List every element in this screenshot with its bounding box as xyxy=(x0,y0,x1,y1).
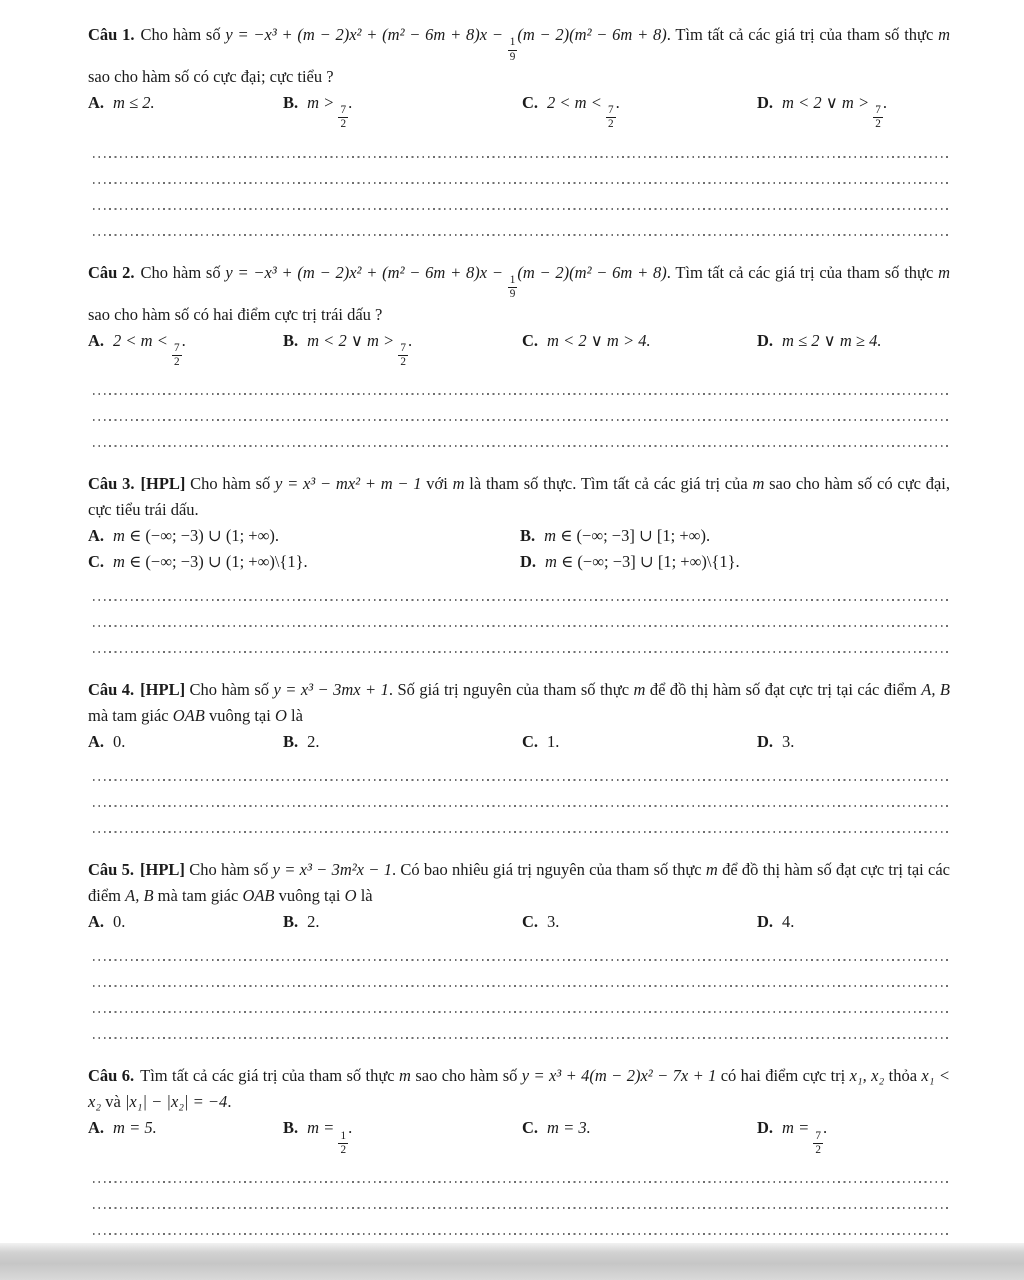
fraction xyxy=(813,1130,823,1157)
text-segment: x₁ < x₂ xyxy=(88,1066,950,1112)
question-4-option-d xyxy=(757,729,950,755)
option-letter: D. xyxy=(757,330,774,350)
text-segment: Cho hàm số xyxy=(140,25,226,44)
text-segment: (m − 2)(m² − 6m + 8) xyxy=(517,262,667,282)
option-text xyxy=(547,912,559,931)
dotted-answer-line xyxy=(93,779,948,781)
text-segment: 0. xyxy=(113,912,126,932)
option-text xyxy=(782,732,794,751)
fraction-numerator: 7 xyxy=(873,104,883,118)
text-segment: mà tam giác xyxy=(153,886,243,906)
option-letter: B. xyxy=(283,92,299,112)
question-2-options xyxy=(88,328,950,370)
option-letter: D. xyxy=(757,92,774,112)
text-segment: m = 5. xyxy=(113,1118,157,1138)
question-4-option-b xyxy=(283,729,522,755)
text-segment: ∈ (−∞; −3) ∪ (1; +∞). xyxy=(124,526,279,546)
text-segment: m = 3. xyxy=(547,1118,591,1138)
option-text xyxy=(782,1118,828,1156)
option-text xyxy=(113,330,186,369)
option-letter: C. xyxy=(88,552,105,572)
question-3-options xyxy=(88,523,950,575)
dotted-answer-line xyxy=(93,599,948,601)
fraction xyxy=(606,104,616,131)
text-segment: vuông tại xyxy=(204,706,275,726)
option-letter: B. xyxy=(283,330,299,350)
text-segment: 2. xyxy=(307,912,320,932)
text-segment: m ≤ 2. xyxy=(113,92,155,112)
option-letter: B. xyxy=(520,526,536,546)
text-segment: y = −x³ + (m − 2)x² + (m² − 6m + 8)x − xyxy=(225,25,508,44)
question-1-text xyxy=(88,25,950,86)
option-text xyxy=(307,1118,353,1156)
page-edge-shadow xyxy=(0,1243,1024,1280)
fraction xyxy=(338,104,348,131)
question-2-option-b xyxy=(283,328,522,370)
text-segment: y = x³ − mx² + m − 1 xyxy=(275,474,422,494)
option-letter: D. xyxy=(757,1118,774,1138)
text-segment: . Có bao nhiêu giá trị nguyên của tham số thực xyxy=(391,860,706,880)
fraction-denominator: 2 xyxy=(173,356,180,369)
text-segment: sao cho hàm số có cực đại; cực tiểu ? xyxy=(88,66,334,86)
text-segment: y = −x³ + (m − 2)x² + (m² − 6m + 8)x − xyxy=(225,262,508,282)
question-3-text xyxy=(88,474,950,519)
fraction-denominator: 9 xyxy=(509,288,516,301)
text-segment: mà tam giác xyxy=(88,706,173,726)
option-text xyxy=(782,92,887,131)
option-letter: D. xyxy=(757,912,774,932)
fraction xyxy=(508,274,518,301)
question-5-option-b xyxy=(283,909,522,935)
question-3-label: Câu 3. xyxy=(88,474,135,494)
option-text xyxy=(113,552,308,571)
text-segment: y = x³ − 3mx + 1 xyxy=(273,680,389,700)
text-segment: A, B xyxy=(921,680,950,700)
question-2-option-a xyxy=(88,328,283,370)
dotted-answer-line xyxy=(93,419,948,421)
question-6-stem xyxy=(88,1063,950,1115)
text-segment: ∈ (−∞; −3) ∪ (1; +∞)\{1}. xyxy=(124,552,308,572)
question-5-options xyxy=(88,909,950,935)
question-6-option-c xyxy=(522,1115,757,1157)
option-letter: B. xyxy=(283,1118,299,1138)
question-5-text xyxy=(88,860,950,905)
option-letter: B. xyxy=(283,912,299,932)
question-2-answer-lines xyxy=(88,393,950,447)
text-segment: sao cho hàm số xyxy=(410,1066,522,1086)
option-text xyxy=(113,526,279,545)
text-segment: . xyxy=(348,1118,353,1138)
question-1 xyxy=(88,22,950,236)
text-segment: m xyxy=(113,526,125,546)
text-segment: Tìm tất cả các giá trị của tham số thực xyxy=(140,1066,400,1086)
question-3-option-b xyxy=(520,523,950,549)
question-4 xyxy=(88,677,950,833)
question-4-options xyxy=(88,729,950,755)
text-segment: x₁, x₂ xyxy=(849,1066,885,1086)
text-segment: . Số giá trị nguyên của tham số thực xyxy=(388,680,634,700)
text-segment: m < 2 ∨ m > 4. xyxy=(547,330,651,350)
dotted-answer-line xyxy=(93,1011,948,1013)
fraction-denominator: 2 xyxy=(340,1143,347,1156)
text-segment: Cho hàm số xyxy=(189,860,273,880)
fraction xyxy=(338,1130,348,1157)
question-4-text xyxy=(88,680,950,725)
question-1-stem xyxy=(88,22,950,90)
text-segment: . xyxy=(882,92,887,112)
text-segment: 1. xyxy=(547,732,560,752)
text-segment: m xyxy=(938,262,950,282)
text-segment: [HPL] xyxy=(140,680,190,700)
text-segment: (m − 2)(m² − 6m + 8) xyxy=(517,25,667,44)
option-text xyxy=(547,92,620,131)
fraction-denominator: 2 xyxy=(400,356,406,369)
option-text xyxy=(547,732,559,751)
fraction-denominator: 2 xyxy=(875,118,881,131)
dotted-answer-line xyxy=(93,651,948,653)
question-1-answer-lines xyxy=(88,156,950,236)
text-segment: thỏa xyxy=(884,1066,922,1086)
text-segment: để đồ thị hàm số đạt cực trị tại các điểm xyxy=(88,860,951,906)
option-text xyxy=(547,1118,591,1137)
option-letter: A. xyxy=(88,1118,105,1138)
question-6-option-a xyxy=(88,1115,283,1157)
text-segment: m xyxy=(544,526,557,546)
text-segment: m xyxy=(938,25,950,44)
question-3-option-d xyxy=(520,549,950,575)
question-5-option-d xyxy=(757,909,950,935)
text-segment: sao cho hàm số có cực đại, cực tiểu trái dấu. xyxy=(88,474,951,520)
text-segment: 3. xyxy=(547,912,560,932)
question-5-answer-lines xyxy=(88,959,950,1039)
text-segment: A, B xyxy=(125,886,154,906)
text-segment: . xyxy=(822,1118,828,1138)
text-segment: có hai điểm cực trị xyxy=(716,1066,850,1086)
question-2-option-d xyxy=(757,328,950,370)
question-5-option-a xyxy=(88,909,283,935)
question-4-label: Câu 4. xyxy=(88,680,135,700)
question-6-label: Câu 6. xyxy=(88,1066,135,1086)
option-text xyxy=(113,912,125,931)
text-segment: O xyxy=(274,706,287,726)
option-text xyxy=(113,93,155,112)
text-segment: với xyxy=(421,474,453,494)
dotted-answer-line xyxy=(93,985,948,987)
option-text xyxy=(782,912,794,931)
fraction xyxy=(873,104,883,131)
fraction-numerator: 7 xyxy=(813,1130,823,1144)
option-text xyxy=(307,732,319,751)
text-segment: . Tìm tất cả các giá trị của tham số thực xyxy=(666,262,939,282)
text-segment: Cho hàm số xyxy=(190,474,276,494)
option-letter: B. xyxy=(283,732,299,752)
question-4-option-c xyxy=(522,729,757,755)
question-5-label: Câu 5. xyxy=(88,860,134,880)
dotted-answer-line xyxy=(93,831,948,833)
question-5-option-c xyxy=(522,909,757,935)
text-segment: sao cho hàm số có hai điểm cực trị trái dấu ? xyxy=(88,304,383,324)
question-4-answer-lines xyxy=(88,779,950,833)
question-3-answer-lines xyxy=(88,599,950,653)
text-segment: là xyxy=(286,706,303,726)
text-segment: ∈ (−∞; −3] ∪ [1; +∞)\{1}. xyxy=(556,552,740,572)
option-letter: C. xyxy=(522,330,539,350)
dotted-answer-line xyxy=(93,393,948,395)
question-2-label: Câu 2. xyxy=(88,262,135,282)
fraction-numerator: 1 xyxy=(508,36,518,50)
text-segment: 4. xyxy=(782,912,795,932)
option-letter: D. xyxy=(757,732,774,752)
fraction-numerator: 7 xyxy=(398,342,408,356)
text-segment: O xyxy=(344,886,357,906)
question-6-text xyxy=(88,1066,950,1111)
text-segment: 3. xyxy=(782,732,795,752)
question-2-option-c xyxy=(522,328,757,370)
text-segment: Cho hàm số xyxy=(140,262,226,282)
fraction xyxy=(508,36,518,63)
question-3-option-c xyxy=(88,549,520,575)
question-3-stem xyxy=(88,471,950,523)
text-segment: . Tìm tất cả các giá trị của tham số thực xyxy=(666,25,939,44)
option-text xyxy=(307,912,319,931)
text-segment: m xyxy=(399,1066,411,1086)
text-segment: m xyxy=(633,680,646,700)
question-5 xyxy=(88,857,950,1039)
question-6 xyxy=(88,1063,950,1261)
fraction-denominator: 9 xyxy=(509,50,516,63)
dotted-answer-line xyxy=(93,805,948,807)
question-1-option-a xyxy=(88,90,283,132)
dotted-answer-line xyxy=(93,208,948,210)
fraction-numerator: 7 xyxy=(172,342,182,356)
dotted-answer-line xyxy=(93,156,948,158)
text-segment: 0. xyxy=(113,732,126,752)
text-segment: m xyxy=(452,474,465,494)
text-segment: . xyxy=(615,92,620,112)
option-text xyxy=(782,331,881,350)
option-text xyxy=(307,330,413,369)
fraction-numerator: 1 xyxy=(338,1130,348,1144)
option-text xyxy=(544,526,710,545)
text-segment: |x₁| − |x₂| = −4 xyxy=(124,1092,228,1112)
text-segment: m = xyxy=(307,1118,339,1138)
option-text xyxy=(547,331,651,350)
text-segment: OAB xyxy=(172,706,205,726)
dotted-answer-line xyxy=(93,234,948,236)
text-segment: y = x³ + 4(m − 2)x² − 7x + 1 xyxy=(521,1066,717,1086)
question-4-stem xyxy=(88,677,950,729)
text-segment: m < 2 ∨ m > xyxy=(307,330,399,350)
dotted-answer-line xyxy=(93,1233,948,1235)
option-letter: A. xyxy=(88,912,105,932)
text-segment: m xyxy=(113,552,125,572)
text-segment: để đồ thị hàm số đạt cực trị tại các điểm xyxy=(645,680,922,700)
text-segment: . xyxy=(227,1092,232,1112)
text-segment: là tham số thực. Tìm tất cả các giá trị của xyxy=(464,474,753,494)
fraction-numerator: 7 xyxy=(338,104,348,118)
text-segment: 2 < m < xyxy=(547,92,606,112)
text-segment: m ≤ 2 ∨ m ≥ 4. xyxy=(782,330,882,350)
option-text xyxy=(545,552,740,571)
question-6-options xyxy=(88,1115,950,1157)
question-6-option-b xyxy=(283,1115,522,1157)
dotted-answer-line xyxy=(93,1037,948,1039)
text-segment: và xyxy=(101,1092,125,1112)
option-letter: C. xyxy=(522,92,539,112)
text-segment: vuông tại xyxy=(274,886,345,906)
text-segment: ∈ (−∞; −3] ∪ [1; +∞). xyxy=(556,526,711,546)
option-letter: A. xyxy=(88,732,105,752)
question-3-option-a xyxy=(88,523,520,549)
option-letter: D. xyxy=(520,552,537,572)
question-2 xyxy=(88,260,950,448)
fraction xyxy=(398,342,408,369)
question-6-option-d xyxy=(757,1115,950,1157)
dotted-answer-line xyxy=(93,182,948,184)
text-segment: m xyxy=(752,474,765,494)
option-letter: A. xyxy=(88,526,105,546)
option-letter: A. xyxy=(88,92,105,112)
text-segment: m = xyxy=(782,1118,814,1138)
fraction-denominator: 2 xyxy=(340,118,347,131)
dotted-answer-line xyxy=(93,625,948,627)
option-letter: C. xyxy=(522,732,539,752)
question-3 xyxy=(88,471,950,653)
text-segment: m xyxy=(545,552,557,572)
option-letter: C. xyxy=(522,1118,539,1138)
text-segment: 2 < m < xyxy=(113,330,172,350)
dotted-answer-line xyxy=(93,1181,948,1183)
fraction-numerator: 7 xyxy=(606,104,616,118)
option-letter: A. xyxy=(88,330,105,350)
text-segment: là xyxy=(356,886,373,906)
text-segment: Cho hàm số xyxy=(189,680,274,700)
text-segment: . xyxy=(181,330,186,350)
question-1-label: Câu 1. xyxy=(88,25,135,44)
text-segment: m > xyxy=(307,92,339,112)
option-text xyxy=(113,1118,157,1137)
text-segment: m xyxy=(705,860,718,880)
text-segment: y = x³ − 3m²x − 1 xyxy=(272,860,392,880)
dotted-answer-line xyxy=(93,1207,948,1209)
question-1-option-d xyxy=(757,90,950,132)
question-2-text xyxy=(88,263,950,324)
question-4-option-a xyxy=(88,729,283,755)
question-2-stem xyxy=(88,260,950,328)
fraction-denominator: 2 xyxy=(607,118,614,131)
dotted-answer-line xyxy=(93,445,948,447)
text-segment: . xyxy=(348,92,353,112)
text-segment: OAB xyxy=(242,886,275,906)
option-text xyxy=(307,92,353,131)
text-segment: m < 2 ∨ m > xyxy=(782,92,874,112)
text-segment: . xyxy=(407,330,413,350)
text-segment: 2. xyxy=(307,732,320,752)
fraction xyxy=(172,342,182,369)
fraction-denominator: 2 xyxy=(815,1143,821,1156)
text-segment: [HPL] xyxy=(140,860,190,880)
question-1-option-b xyxy=(283,90,522,132)
option-text xyxy=(113,732,125,751)
question-1-option-c xyxy=(522,90,757,132)
dotted-answer-line xyxy=(93,959,948,961)
option-letter: C. xyxy=(522,912,539,932)
text-segment: [HPL] xyxy=(140,474,191,494)
question-5-stem xyxy=(88,857,950,909)
question-1-options xyxy=(88,90,950,132)
fraction-numerator: 1 xyxy=(508,274,518,288)
